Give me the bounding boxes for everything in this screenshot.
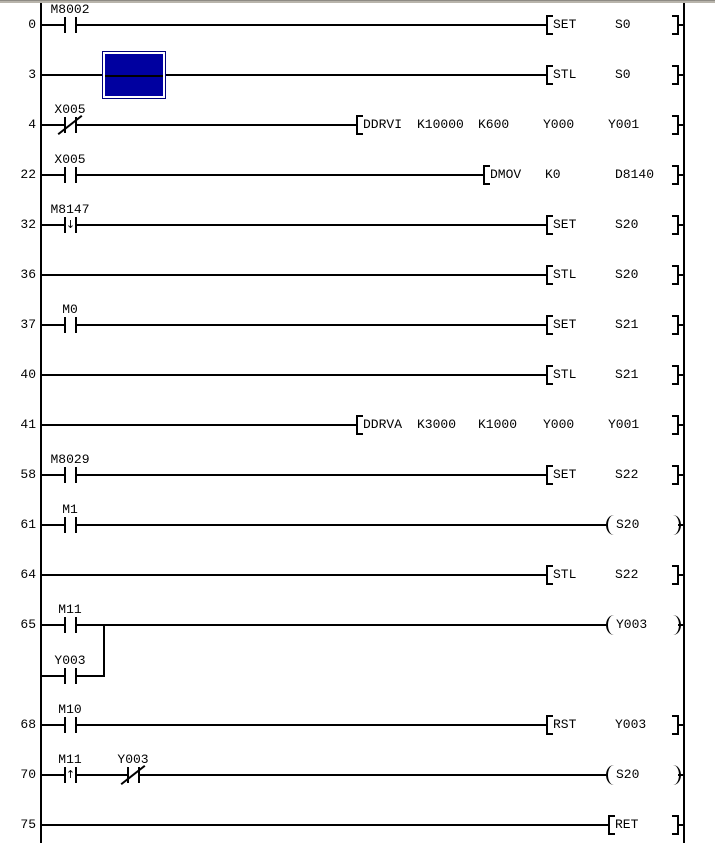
contact-no[interactable] xyxy=(64,717,77,733)
wire xyxy=(40,174,483,176)
step-number: 64 xyxy=(20,567,36,582)
contact-no[interactable] xyxy=(64,617,77,633)
instruction-operand[interactable]: Y001 xyxy=(608,117,640,132)
wire xyxy=(678,274,685,276)
open-bracket-icon xyxy=(483,165,490,185)
step-number: 3 xyxy=(28,67,36,82)
step-number: 65 xyxy=(20,617,36,632)
wire xyxy=(105,75,163,77)
instruction-name[interactable]: STL xyxy=(553,567,577,582)
rung-step-68 xyxy=(0,700,715,750)
instruction-operand[interactable]: K600 xyxy=(478,117,510,132)
step-number: 37 xyxy=(20,317,36,332)
wire xyxy=(678,74,685,76)
instruction-name[interactable]: STL xyxy=(553,267,577,282)
contact-label: M8002 xyxy=(50,2,90,17)
instruction-name[interactable]: SET xyxy=(553,467,577,482)
open-bracket-icon xyxy=(356,415,363,435)
wire xyxy=(678,824,685,826)
wire xyxy=(40,324,546,326)
contact-no[interactable] xyxy=(64,317,77,333)
wire xyxy=(40,224,546,226)
step-number: 58 xyxy=(20,467,36,482)
wire xyxy=(678,124,685,126)
wire xyxy=(40,24,546,26)
wire xyxy=(678,474,685,476)
contact-label: X005 xyxy=(54,102,86,117)
contact-label: M8147 xyxy=(50,202,90,217)
rung-step-22 xyxy=(0,150,715,200)
wire xyxy=(40,374,546,376)
wire xyxy=(678,524,685,526)
instruction-operand[interactable]: S20 xyxy=(615,267,639,282)
branch-wire xyxy=(103,625,105,677)
rung-step-65 xyxy=(0,600,715,668)
step-number: 32 xyxy=(20,217,36,232)
instruction-name[interactable]: SET xyxy=(553,17,577,32)
instruction-operand[interactable]: S22 xyxy=(615,467,639,482)
falling-edge-arrow-icon: ↓ xyxy=(65,218,76,231)
instruction-name[interactable]: SET xyxy=(553,217,577,232)
coil-open-paren-icon xyxy=(606,515,614,535)
step-number: 36 xyxy=(20,267,36,282)
step-number: 75 xyxy=(20,817,36,832)
open-bracket-icon xyxy=(546,565,553,585)
rung-step-0 xyxy=(0,0,715,50)
instruction-operand[interactable]: S22 xyxy=(615,567,639,582)
wire xyxy=(678,224,685,226)
rung-step-32 xyxy=(0,200,715,250)
step-number: 68 xyxy=(20,717,36,732)
open-bracket-icon xyxy=(546,715,553,735)
instruction-name[interactable]: DMOV xyxy=(490,167,522,182)
open-bracket-icon xyxy=(546,215,553,235)
contact-label: M0 xyxy=(62,302,78,317)
instruction-operand[interactable]: Y001 xyxy=(608,417,640,432)
rung-step-4 xyxy=(0,100,715,150)
contact-no[interactable] xyxy=(64,467,77,483)
instruction-operand[interactable]: K1000 xyxy=(478,417,518,432)
coil-open-paren-icon xyxy=(606,615,614,635)
instruction-operand[interactable]: S21 xyxy=(615,317,639,332)
step-number: 70 xyxy=(20,767,36,782)
rung-step-40 xyxy=(0,350,715,400)
open-bracket-icon xyxy=(546,315,553,335)
contact-label: M11 xyxy=(58,752,82,767)
instruction-operand[interactable]: S21 xyxy=(615,367,639,382)
open-bracket-icon xyxy=(546,365,553,385)
instruction-name[interactable]: DDRVA xyxy=(363,417,403,432)
wire xyxy=(678,624,685,626)
contact-label: Y003 xyxy=(117,752,149,767)
contact-label: M8029 xyxy=(50,452,90,467)
instruction-name[interactable]: DDRVI xyxy=(363,117,403,132)
instruction-operand[interactable]: Y000 xyxy=(543,417,575,432)
instruction-name[interactable]: STL xyxy=(553,367,577,382)
instruction-operand[interactable]: S0 xyxy=(615,17,631,32)
rung-step-70 xyxy=(0,750,715,800)
open-bracket-icon xyxy=(546,465,553,485)
instruction-name[interactable]: RST xyxy=(553,717,577,732)
contact-label: M11 xyxy=(58,602,82,617)
wire xyxy=(40,274,546,276)
coil-operand[interactable]: S20 xyxy=(616,767,640,782)
instruction-operand[interactable]: S20 xyxy=(615,217,639,232)
coil-open-paren-icon xyxy=(606,765,614,785)
wire xyxy=(678,374,685,376)
step-number: 40 xyxy=(20,367,36,382)
wire xyxy=(40,574,546,576)
rung-step-41 xyxy=(0,400,715,450)
contact-label: X005 xyxy=(54,152,86,167)
instruction-operand[interactable]: K3000 xyxy=(417,417,457,432)
instruction-name[interactable]: RET xyxy=(615,817,639,832)
rung-step-58 xyxy=(0,450,715,500)
contact-no[interactable] xyxy=(64,17,77,33)
wire xyxy=(40,524,606,526)
contact-label: M10 xyxy=(58,702,82,717)
wire xyxy=(678,724,685,726)
instruction-operand[interactable]: D8140 xyxy=(615,167,655,182)
contact-no[interactable] xyxy=(64,517,77,533)
instruction-operand[interactable]: Y000 xyxy=(543,117,575,132)
wire xyxy=(40,624,606,626)
wire xyxy=(40,424,356,426)
wire xyxy=(40,824,608,826)
open-bracket-icon xyxy=(546,265,553,285)
open-bracket-icon xyxy=(608,815,615,835)
wire xyxy=(678,24,685,26)
selection-cursor[interactable] xyxy=(103,52,165,98)
open-bracket-icon xyxy=(546,15,553,35)
rung-step-61 xyxy=(0,500,715,550)
wire xyxy=(40,724,546,726)
wire xyxy=(678,424,685,426)
instruction-name[interactable]: SET xyxy=(553,317,577,332)
wire xyxy=(40,124,356,126)
instruction-operand[interactable]: K10000 xyxy=(417,117,464,132)
wire xyxy=(40,474,546,476)
rising-edge-arrow-icon: ↑ xyxy=(65,768,76,781)
step-number: 61 xyxy=(20,517,36,532)
wire xyxy=(678,774,685,776)
instruction-operand[interactable]: K0 xyxy=(545,167,561,182)
step-number: 22 xyxy=(20,167,36,182)
contact-no[interactable] xyxy=(64,668,77,684)
step-number: 41 xyxy=(20,417,36,432)
rung-step-37 xyxy=(0,300,715,350)
instruction-name[interactable]: STL xyxy=(553,67,577,82)
contact-label: M1 xyxy=(62,502,78,517)
coil-operand[interactable]: S20 xyxy=(616,517,640,532)
wire xyxy=(40,774,606,776)
contact-label: Y003 xyxy=(54,653,86,668)
rung-step-64 xyxy=(0,550,715,600)
coil-operand[interactable]: Y003 xyxy=(616,617,648,632)
instruction-operand[interactable]: S0 xyxy=(615,67,631,82)
wire xyxy=(678,324,685,326)
open-bracket-icon xyxy=(356,115,363,135)
instruction-operand[interactable]: Y003 xyxy=(615,717,647,732)
contact-no[interactable] xyxy=(64,167,77,183)
wire xyxy=(678,574,685,576)
rung-step-36 xyxy=(0,250,715,300)
wire xyxy=(678,174,685,176)
step-number: 4 xyxy=(28,117,36,132)
open-bracket-icon xyxy=(546,65,553,85)
rung-step-3 xyxy=(0,50,715,100)
step-number: 0 xyxy=(28,17,36,32)
